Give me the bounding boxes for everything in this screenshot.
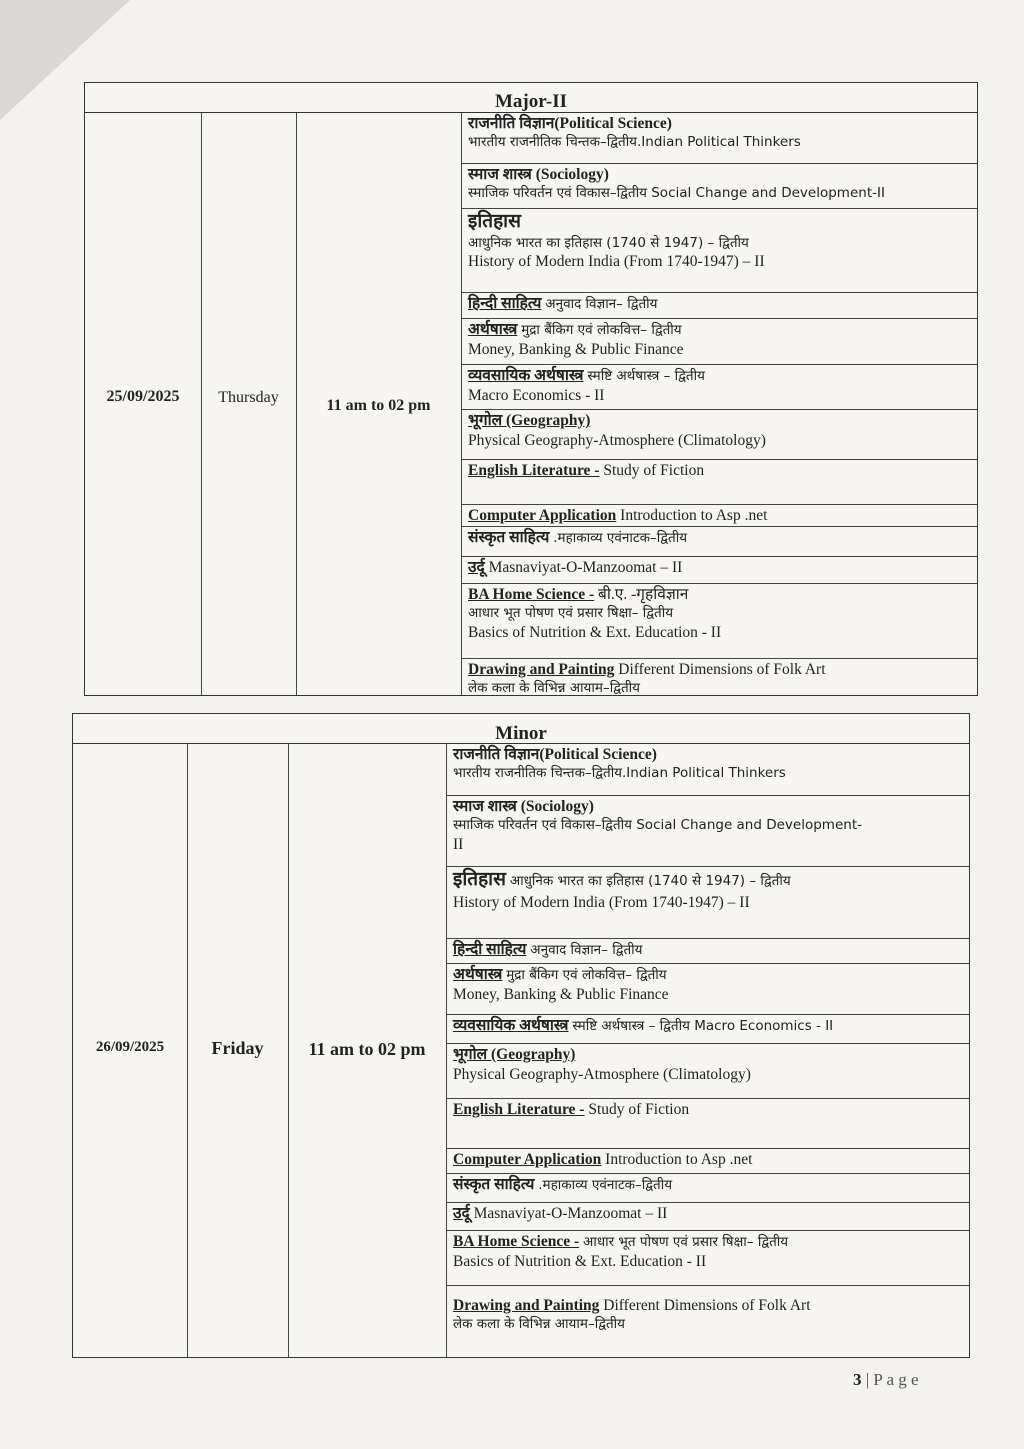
subject-business-economics: व्यवसायिक अर्थषास्त्र स्मष्टि अर्थषास्त्र – द्वितीय Macro Economics - II [447,1015,969,1044]
subject-sanskrit: संस्कृत साहित्य .महाकाव्य एवंनाटक–द्वितीय [462,527,977,557]
major-table [84,82,978,696]
subject-political-science: राजनीति विज्ञान(Political Science) भारतीय राजनीतिक चिन्तक–द्वितीय.Indian Political Thinkers [462,113,977,164]
subject-geography: भूगोल (Geography) Physical Geography-Atmosphere (Climatology) [447,1044,969,1099]
subject-list [462,113,977,695]
subject-english-literature: English Literature - Study of Fiction [462,460,977,505]
page-number: 3 | P a g e [853,1370,919,1389]
exam-day: Thursday [218,389,279,406]
subject-geography: भूगोल (Geography) Physical Geography-Atmosphere (Climatology) [462,410,977,460]
exam-day: Friday [211,1038,264,1058]
subject-history: इतिहास आधुनिक भारत का इतिहास (1740 से 1947) – द्वितीय History of Modern India (From 1740-1947) – II [447,867,969,939]
subject-urdu: उर्दू Masnaviyat-O-Manzoomat – II [447,1203,969,1231]
exam-date: 26/09/2025 [95,1039,165,1055]
subject-computer-application: Computer Application Introduction to Asp .net [462,505,977,527]
subject-home-science: BA Home Science - बी.ए. -गृहविज्ञान आधार भूत पोषण एवं प्रसार षिक्षा– द्वितीय Basics of Nutrition & Ext. Education - II [462,584,977,659]
subject-history: इतिहास आधुनिक भारत का इतिहास (1740 से 1947) – द्वितीय History of Modern India (From 1740-1947) – II [462,209,977,293]
subject-sanskrit: संस्कृत साहित्य .महाकाव्य एवंनाटक–द्वितीय [447,1174,969,1203]
subject-drawing-painting: Drawing and Painting Different Dimensions of Folk Art लेक कला के विभिन्न आयाम–द्वितीय [453,1297,811,1333]
exam-time: 11 am to 02 pm [308,1039,426,1059]
subject-english-literature: English Literature - Study of Fiction [447,1099,969,1149]
subject-sociology: स्माज शास्त्र (Sociology) स्माजिक परिवर्तन एवं विकास–द्वितीय Social Change and Development-II [462,164,977,209]
subject-economics: अर्थषास्त्र मुद्रा बैंकिग एवं लोकवित्त– द्वितीय Money, Banking & Public Finance [462,319,977,365]
subject-list [447,744,969,1357]
subject-political-science: राजनीति विज्ञान(Political Science) भारतीय राजनीतिक चिन्तक–द्वितीय.Indian Political Thinkers [447,744,969,796]
exam-time: 11 am to 02 pm [326,397,431,414]
subject-hindi: हिन्दी साहित्य अनुवाद विज्ञान– द्वितीय [447,939,969,964]
subject-sociology: स्माज शास्त्र (Sociology) स्माजिक परिवर्तन एवं विकास–द्वितीय Social Change and Development- II [447,796,969,867]
subject-business-economics: व्यवसायिक अर्थषास्त्र स्मष्टि अर्थषास्त्र – द्वितीय Macro Economics - II [462,365,977,410]
subject-drawing-painting: Drawing and Painting Different Dimensions of Folk Art लेक कला के विभिन्न आयाम–द्वितीय [468,661,826,697]
minor-table [72,713,970,1358]
subject-hindi: हिन्दी साहित्य अनुवाद विज्ञान– द्वितीय [462,293,977,319]
subject-urdu: उर्दू Masnaviyat-O-Manzoomat – II [462,557,977,584]
section-title: Major-II [85,83,977,113]
section-title: Minor [73,714,969,744]
subject-economics: अर्थषास्त्र मुद्रा बैंकिग एवं लोकवित्त– द्वितीय Money, Banking & Public Finance [447,964,969,1015]
subject-home-science: BA Home Science - आधार भूत पोषण एवं प्रसार षिक्षा– द्वितीय Basics of Nutrition & Ext. Education - II [447,1231,969,1286]
exam-date: 25/09/2025 [106,388,180,405]
subject-computer-application: Computer Application Introduction to Asp .net [447,1149,969,1174]
